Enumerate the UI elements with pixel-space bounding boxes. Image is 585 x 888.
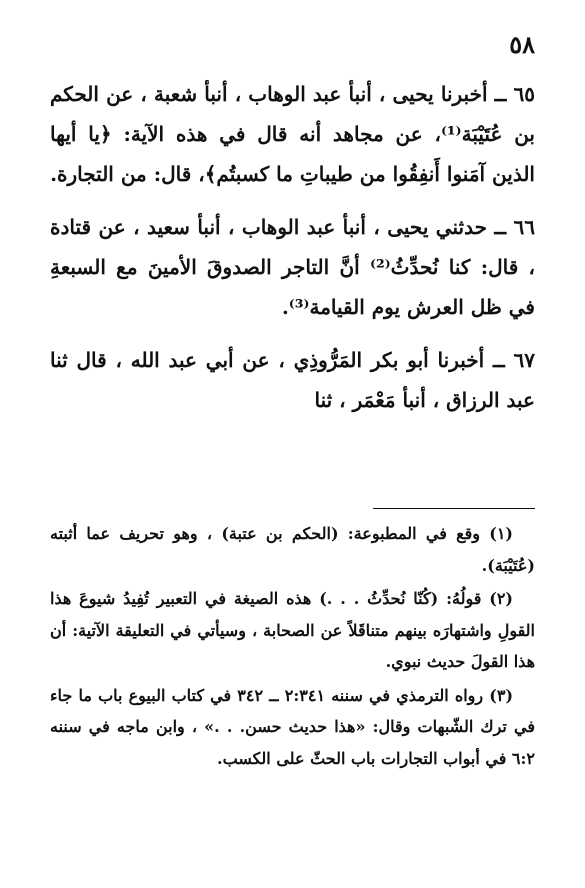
- main-text: [50, 74, 535, 433]
- footnote-separator: [373, 508, 535, 509]
- hadith-67-paragraph: ٦٧ ــ أخبرنا أبو بكر المَرُّوذِي ، عن أبي عبد الله ، قال ثنا عبد الرزاق ، أنبأ مَعْمَر ، ثنا: [50, 348, 535, 412]
- footnotes: [50, 518, 535, 776]
- page-number: ٥٨: [509, 30, 535, 59]
- footnote-3: (٣) رواه الترمذي في سننه ٢:٣٤١ ــ ٣٤٢ في كتاب البيوع باب ما جاء في ترك الشّبهات وقال: «هذا حديث حسن. . .» ، وابن ماجه في سننه ٦:٢ في أبواب التجارات باب الحثّ على الكسب.: [50, 685, 535, 768]
- footnote-2: (٢) قولُهُ: (كُنّا نُحدِّثُ . . .) هذه الصيغة في التعبير تُفِيدُ شيوعَ هذا القولِ واشتهارَه بينهم متناقَلاً عن الصحابة ، وسيأتي في التعليقة الآتية: أن هذا القولَ حديث نبوي.: [50, 589, 535, 671]
- footnote-1: (١) وقع في المطبوعة: (الحكم بن عتبة) ، وهو تحريف عما أثبته (عُتَيْبَة).: [50, 524, 535, 575]
- hadith-65-paragraph: ٦٥ ــ أخبرنا يحيى ، أنبأ عبد الوهاب ، أنبأ شعبة ، عن الحكم بن عُتَيْبَة⁽¹⁾، عن مجاهد أنه قال في هذه الآية: ﴿يا أيها الذين آمَنوا أَنفِقُوا من طيباتِ ما كسبتُم﴾، قال: من التجارة.: [50, 82, 535, 186]
- hadith-66-paragraph: ٦٦ ــ حدثني يحيى ، أنبأ عبد الوهاب ، أنبأ سعيد ، عن قتادة ، قال: كنا نُحدِّثُ⁽²⁾ أنَّ التاجر الصدوقَ الأمينَ مع السبعةِ في ظل العرش يوم القيامة⁽³⁾.: [50, 215, 536, 319]
